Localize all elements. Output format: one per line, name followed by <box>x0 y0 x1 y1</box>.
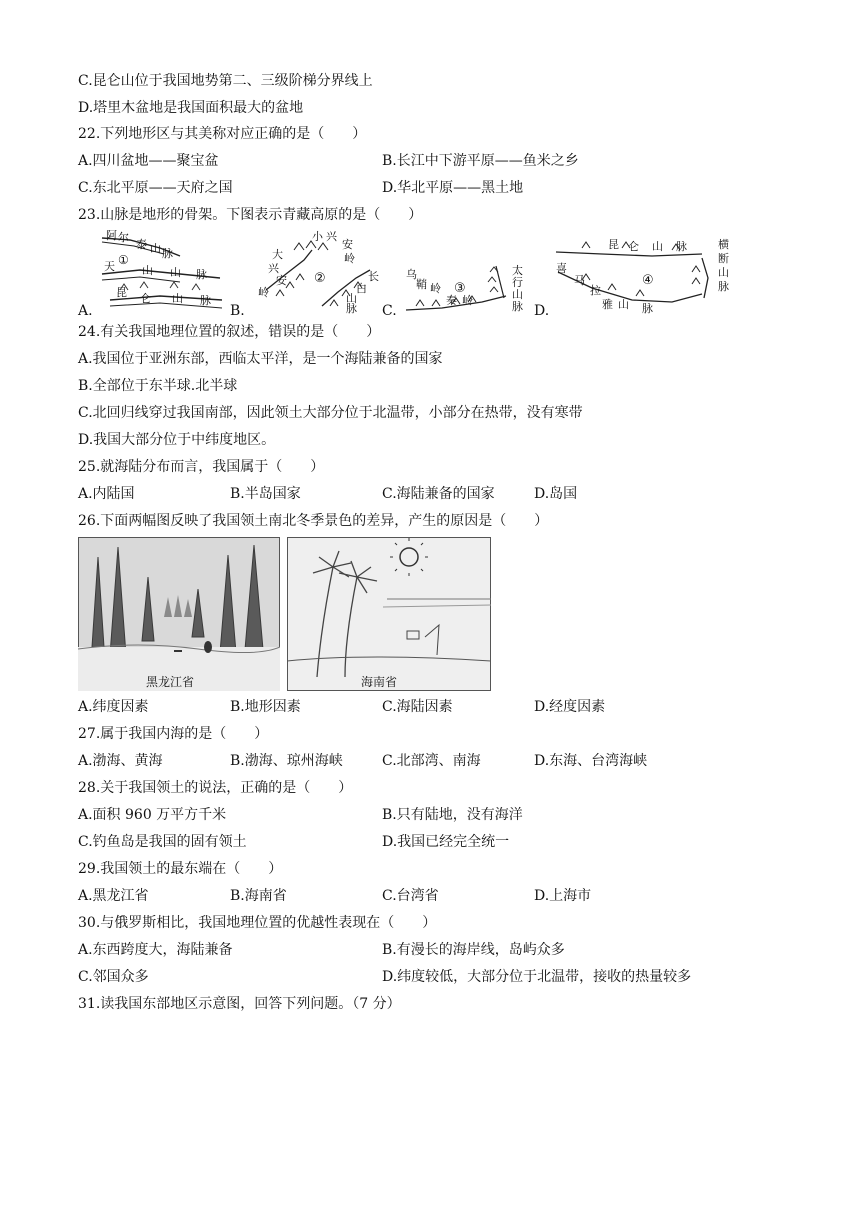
map-a-label: 山 <box>172 292 183 305</box>
map-c-label: 太 <box>512 264 523 277</box>
map-a-label: 山 <box>142 264 153 277</box>
q23-option-d[interactable]: D. <box>534 303 550 319</box>
map-a-label: 天 <box>104 260 115 273</box>
map-a-label: 山 <box>170 266 181 279</box>
q27-stem: 27.属于我国内海的是（ ） <box>78 726 269 742</box>
map-b-label: 兴 <box>268 262 279 275</box>
map-b-label: 脉 <box>346 302 357 314</box>
map-d-label: 断 <box>718 252 729 265</box>
map-c-label: 行 <box>512 276 523 289</box>
q29-option-a[interactable]: A.黑龙江省 <box>78 888 149 904</box>
map-d-label: 喜 <box>556 262 567 275</box>
map-a-label: 脉 <box>196 268 207 281</box>
q26-option-a[interactable]: A.纬度因素 <box>78 699 149 715</box>
map-a-number: ① <box>118 253 129 267</box>
map-a-label: 山 <box>150 242 161 255</box>
map-d-label: 脉 <box>718 280 729 293</box>
q23-option-b[interactable]: B. <box>230 303 245 319</box>
q24-option-b[interactable]: B.全部位于东半球.北半球 <box>78 378 238 394</box>
map-d-label: 脉 <box>642 302 653 315</box>
map-c-label: 脉 <box>512 300 523 313</box>
q25-option-d[interactable]: D.岛国 <box>534 486 578 502</box>
q23-option-a[interactable]: A. <box>78 303 93 319</box>
map-d-label: 拉 <box>590 284 601 297</box>
map-d-label: 山 <box>718 266 729 279</box>
q30-option-b[interactable]: B.有漫长的海岸线，岛屿众多 <box>382 942 565 958</box>
map-c-label: 岭 <box>430 282 441 295</box>
q29-option-b[interactable]: B.海南省 <box>230 888 287 904</box>
map-a-label: 脉 <box>162 247 173 260</box>
q30-option-d[interactable]: D.纬度较低，大部分位于北温带，接收的热量较多 <box>382 969 692 985</box>
q26-option-d[interactable]: D.经度因素 <box>534 699 606 715</box>
q25-stem: 25.就海陆分布而言，我国属于（ ） <box>78 459 325 475</box>
map-b-number: ② <box>314 271 326 286</box>
q22-option-a[interactable]: A.四川盆地——聚宝盆 <box>78 153 219 169</box>
q31-stem: 31.读我国东部地区示意图，回答下列问题。（7 分） <box>78 996 401 1012</box>
map-b-label: 安 <box>276 274 287 287</box>
q24-option-d[interactable]: D.我国大部分位于中纬度地区。 <box>78 432 276 448</box>
map-c-label: 秦 <box>446 294 457 307</box>
q26-heilongjiang-picture <box>78 537 280 691</box>
q23-map-b <box>246 230 386 314</box>
q24-stem: 24.有关我国地理位置的叙述，错误的是（ ） <box>78 324 381 340</box>
q22-option-d[interactable]: D.华北平原——黑土地 <box>382 180 524 196</box>
map-d-label: 山 <box>618 298 629 311</box>
q30-stem: 30.与俄罗斯相比，我国地理位置的优越性表现在（ ） <box>78 915 437 931</box>
q28-option-c[interactable]: C.钓鱼岛是我国的固有领土 <box>78 834 247 850</box>
q30-option-c[interactable]: C.邻国众多 <box>78 969 149 985</box>
q27-option-d[interactable]: D.东海、台湾海峡 <box>534 753 648 769</box>
q29-stem: 29.我国领土的最东端在（ ） <box>78 861 283 877</box>
q23-map-c <box>402 262 528 316</box>
map-b-label: 小 <box>312 230 323 243</box>
q25-option-b[interactable]: B.半岛国家 <box>230 486 301 502</box>
map-b-label: 岭 <box>258 286 269 299</box>
map-c-label: 岭 <box>462 294 473 307</box>
q23-map-a <box>100 230 226 314</box>
map-c-label: 山 <box>512 288 523 301</box>
map-c-number: ③ <box>454 281 466 296</box>
map-a-label: 尔 <box>118 231 129 244</box>
q27-option-a[interactable]: A.渤海、黄海 <box>78 753 163 769</box>
q22-option-c[interactable]: C.东北平原——天府之国 <box>78 180 233 196</box>
q28-option-b[interactable]: B.只有陆地，没有海洋 <box>382 807 523 823</box>
map-d-label: 昆 <box>608 238 619 251</box>
map-d-label: 仑 <box>628 240 639 253</box>
map-b-label: 长 <box>368 270 379 283</box>
q21-option-c: C.昆仑山位于我国地势第二、三级阶梯分界线上 <box>78 73 373 89</box>
q29-option-d[interactable]: D.上海市 <box>534 888 592 904</box>
map-d-number: ④ <box>642 273 654 288</box>
q30-option-a[interactable]: A.东西跨度大，海陆兼备 <box>78 942 233 958</box>
map-d-label: 马 <box>574 274 585 287</box>
q24-option-c[interactable]: C.北回归线穿过我国南部，因此领土大部分位于北温带，小部分在热带，没有寒带 <box>78 405 583 421</box>
map-d-label: 横 <box>718 238 729 251</box>
q26-option-c[interactable]: C.海陆因素 <box>382 699 453 715</box>
map-a-label: 阿 <box>106 230 117 242</box>
q26-option-b[interactable]: B.地形因素 <box>230 699 301 715</box>
q21-option-d: D.塔里木盆地是我国面积最大的盆地 <box>78 100 304 116</box>
q22-stem: 22.下列地形区与其美称对应正确的是（ ） <box>78 126 367 142</box>
map-a-label: 昆 <box>116 286 127 299</box>
q25-option-a[interactable]: A.内陆国 <box>78 486 135 502</box>
q28-option-d[interactable]: D.我国已经完全统一 <box>382 834 510 850</box>
map-c-label: 乌 <box>406 268 417 281</box>
map-a-label: 脉 <box>200 294 211 307</box>
map-d-label: 脉 <box>676 240 687 253</box>
q28-option-a[interactable]: A.面积 960 万平方千米 <box>78 807 227 823</box>
q26-heilongjiang-caption: 黑龙江省 <box>146 675 195 689</box>
q26-stem: 26.下面两幅图反映了我国领土南北冬季景色的差异，产生的原因是（ ） <box>78 513 549 529</box>
map-b-label: 兴 <box>326 230 337 243</box>
q28-stem: 28.关于我国领土的说法，正确的是（ ） <box>78 780 353 796</box>
q26-hainan-caption: 海南省 <box>361 675 398 689</box>
map-d-label: 雅 <box>602 298 613 311</box>
q23-map-d <box>552 232 734 316</box>
q23-stem: 23.山脉是地形的骨架。下图表示青藏高原的是（ ） <box>78 207 423 223</box>
map-b-label: 大 <box>272 248 283 261</box>
q22-option-b[interactable]: B.长江中下游平原——鱼米之乡 <box>382 153 579 169</box>
q26-hainan-picture <box>287 537 491 691</box>
q27-option-c[interactable]: C.北部湾、南海 <box>382 753 481 769</box>
map-b-label: 山 <box>346 292 357 305</box>
map-a-label: 泰 <box>136 238 147 251</box>
map-b-label: 安 <box>342 238 353 251</box>
map-b-label: 岭 <box>344 252 355 265</box>
map-a-label: 仑 <box>140 292 151 305</box>
map-c-label: 鞘 <box>416 278 427 291</box>
q24-option-a[interactable]: A.我国位于亚洲东部，西临太平洋，是一个海陆兼备的国家 <box>78 351 443 367</box>
map-d-label: 山 <box>652 240 663 253</box>
q29-option-c[interactable]: C.台湾省 <box>382 888 439 904</box>
q23-option-c[interactable]: C. <box>382 303 397 319</box>
map-b-label: 白 <box>356 282 367 295</box>
q25-option-c[interactable]: C.海陆兼备的国家 <box>382 486 495 502</box>
q27-option-b[interactable]: B.渤海、琼州海峡 <box>230 753 343 769</box>
